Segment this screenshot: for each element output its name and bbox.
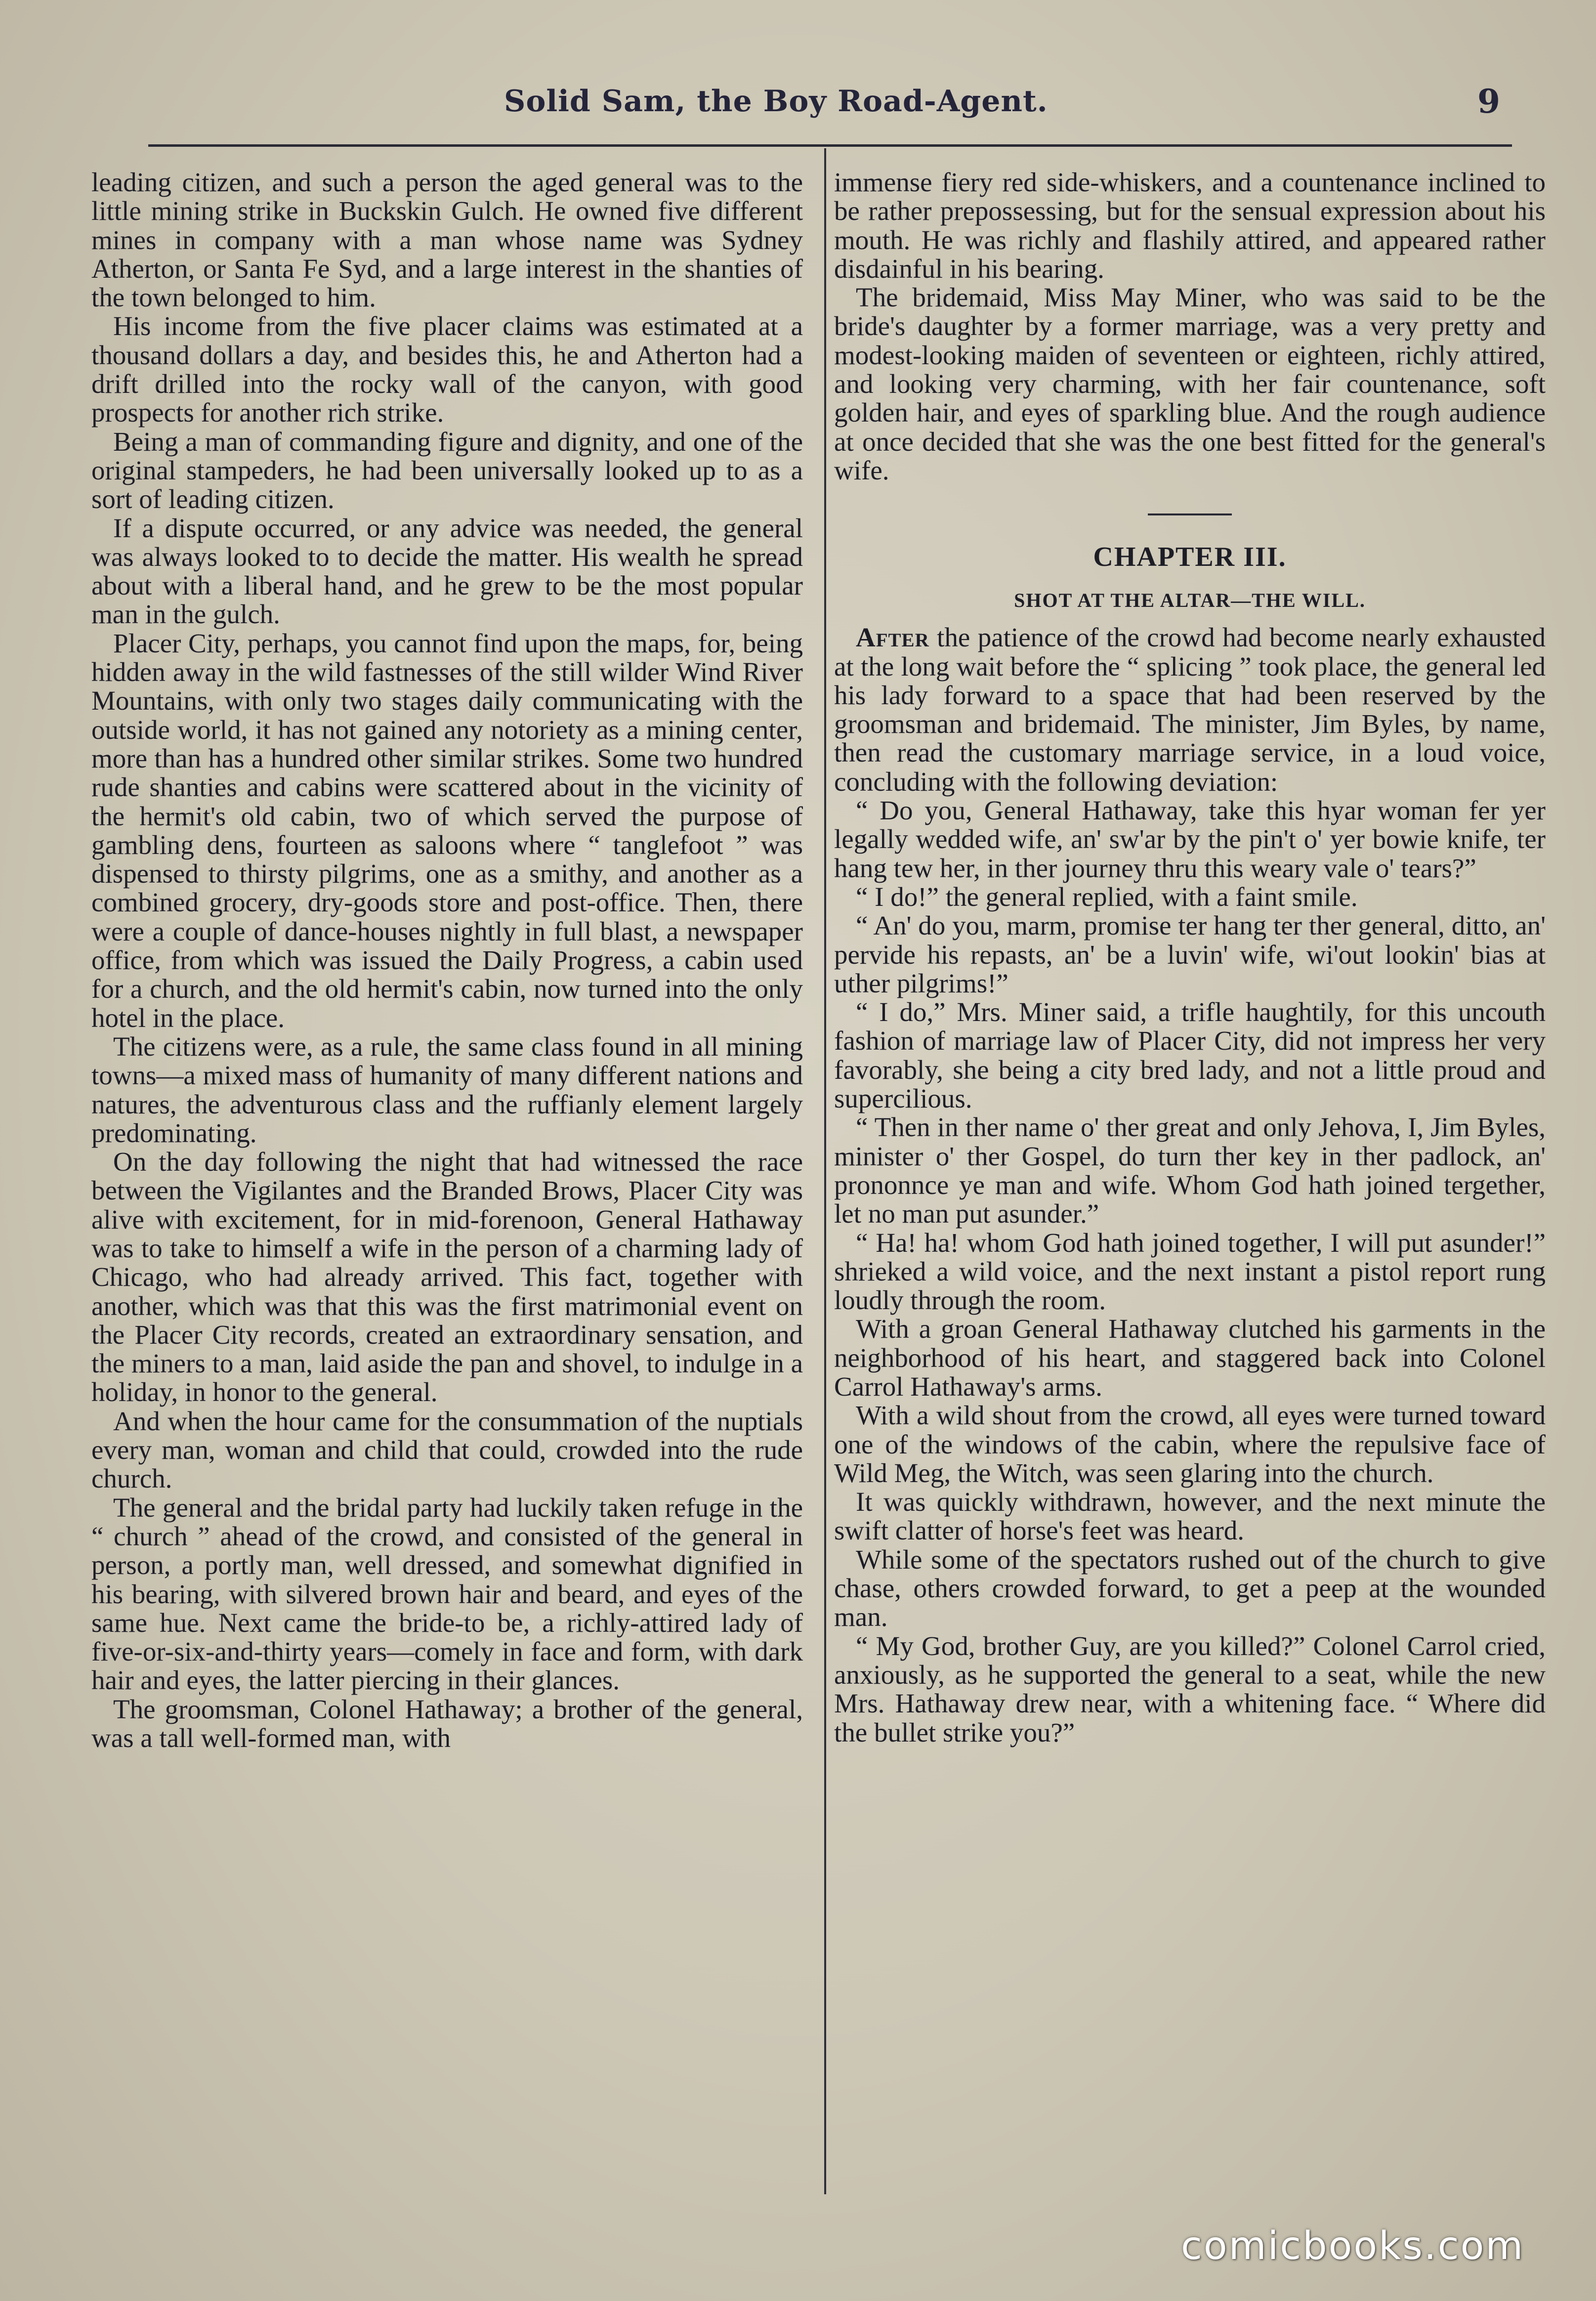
left-column (91, 168, 803, 1752)
lead-word: After (856, 622, 929, 653)
paragraph: If a dispute occurred, or any advice was needed, the general was always looked to to decide the matter. His wealth he spread about with a liberal hand, and he grew to be the most popular man in the gulch. (91, 512, 803, 630)
right-column (834, 168, 1546, 1747)
watermark: comicbooks.com (1181, 2224, 1525, 2268)
paragraph: “ An' do you, marm, promise ter hang ter ther general, ditto, an' pervide his repasts, an' be a luvin' wife, wi'out lookin' bias at uther pilgrims!” (834, 910, 1546, 998)
paragraph: The bridemaid, Miss May Miner, who was said to be the bride's daughter by a former marriage, was a very pretty and modest-looking maiden of seventeen or eighteen, richly attired, and looking very charming, with her fair countenance, soft golden hair, and eyes of sparkling blue. And the rough audience at once decided that she was the one best fitted for the general's wife. (834, 282, 1546, 485)
paragraph: Being a man of commanding figure and dignity, and one of the original stampeders, he had been universally looked up to as a sort of leading citizen. (91, 426, 803, 514)
page-number: 9 (1477, 82, 1500, 121)
paragraph: immense fiery red side-whiskers, and a countenance inclined to be rather prepossessing, but for the sensual expression about his mouth. He was richly and flashily attired, and appeared rather disdainful in his bearing. (834, 167, 1546, 284)
header-rule (148, 144, 1512, 147)
paragraph: On the day following the night that had witnessed the race between the Vigilantes and the Branded Brows, Placer City was alive with excitement, for in mid-forenoon, General Hathaway was to take to himself a wife in the person of a charming lady of Chicago, who had already arrived. This fact, together with another, which was that this was the first matrimonial event on the Placer City records, created an extraordinary sensation, and the miners to a man, laid aside the pan and shovel, to indulge in a holiday, in honor to the general. (91, 1147, 803, 1407)
paragraph: “ I do,” Mrs. Miner said, a trifle haughtily, for this uncouth fashion of marriage law of Placer City, did not impress her very favorably, she being a city bred lady, and not a little proud and supercilious. (834, 997, 1546, 1114)
paragraph: The groomsman, Colonel Hathaway; a brother of the general, was a tall well-formed man, with (91, 1694, 803, 1753)
paragraph: His income from the five placer claims was estimated at a thousand dollars a day, and besides this, he and Atherton had a drift drilled into the rocky wall of the canyon, with good prospects for another rich strike. (91, 311, 803, 428)
chapter-subtitle: SHOT AT THE ALTAR—THE WILL. (1014, 589, 1366, 612)
paragraph: “ Ha! ha! whom God hath joined together, I will put asunder!” shrieked a wild voice, and the next instant a pistol report rung loudly through the room. (834, 1227, 1546, 1316)
paragraph: The citizens were, as a rule, the same class found in all mining towns—a mixed mass of humanity of many different nations and natures, the adventurous class and the ruffianly element largely predominating. (91, 1031, 803, 1148)
paragraph: “ Do you, General Hathaway, take this hyar woman fer yer legally wedded wife, an' sw'ar by the pin't o' yer bowie knife, ter hang tew her, in ther journey thru this weary vale o' tears?” (834, 795, 1546, 883)
paragraph: It was quickly withdrawn, however, and the next minute the swift clatter of horse's feet was heard. (834, 1487, 1546, 1546)
paragraph: With a wild shout from the crowd, all eyes were turned toward one of the windows of the cabin, where the repulsive face of Wild Meg, the Witch, was seen glaring into the church. (834, 1400, 1546, 1488)
paragraph: While some of the spectators rushed out of the church to give chase, others crowded forward, to get a peep at the wounded man. (834, 1544, 1546, 1632)
paragraph: The general and the bridal party had luckily taken refuge in the “ church ” ahead of the crowd, and consisted of the general in person, a portly man, well dressed, and somewhat dignified in his bearing, with silvered brown hair and beard, and eyes of the same hue. Next came the bride-to be, a richly-attired lady of five-or-six-and-thirty years—comely in face and form, with dark hair and eyes, the latter piercing in their glances. (91, 1492, 803, 1696)
paragraph: “ Then in ther name o' ther great and only Jehova, I, Jim Byles, minister o' ther Gospel, do turn ther key in ther padlock, an' prononnce ye man and wife. Whom God hath joined tergether, let no man put asunder.” (834, 1112, 1546, 1229)
running-title: Solid Sam, the Boy Road-Agent. (504, 84, 1048, 119)
paragraph: leading citizen, and such a person the aged general was to the little mining strike in Buckskin Gulch. He owned five different mines in company with a man whose name was Sydney Atherton, or Santa Fe Syd, and a large interest in the shanties of the town belonged to him. (91, 167, 803, 313)
paragraph: And when the hour came for the consummation of the nuptials every man, woman and child that could, crowded into the rude church. (91, 1406, 803, 1494)
chapter-heading: CHAPTER III. (1093, 542, 1287, 573)
chapter-opening-paragraph (834, 623, 1546, 796)
paragraph: “ My God, brother Guy, are you killed?” Colonel Carrol cried, anxiously, as he supported the general to a seat, while the new Mrs. Hathaway drew near, with a whitening face. “ Where did the bullet strike you?” (834, 1630, 1546, 1747)
paragraph: “ I do!” the general replied, with a faint smile. (856, 881, 1358, 912)
paragraph-text: the patience of the crowd had become nearly exhausted at the long wait before the “ splicing ” took place, the general led his lady forward to a space that had been reserved by the groomsman and bridemaid. The minister, Jim Byles, by name, then read the customary marriage service, in a loud voice, concluding with the following deviation: (834, 622, 1546, 797)
running-head (0, 79, 1596, 133)
column-divider (824, 148, 826, 2194)
paragraph: Placer City, perhaps, you cannot find upon the maps, for, being hidden away in the wild fastnesses of the still wilder Wind River Mountains, with only two stages daily communicating with the outside world, it has not gained any notoriety as a mining center, more than has a hundred other similar strikes. Some two hundred rude shanties and cabins were scattered about in the vicinity of the hermit's old cabin, two of which served the purpose of gambling dens, fourteen as saloons where “ tanglefoot ” was dispensed to thirsty pilgrims, one as a smithy, and another as a combined grocery, dry-goods store and post-office. Then, there were a couple of dance-houses nightly in full blast, a newspaper office, from which was issued the Daily Progress, a cabin used for a church, and the old hermit's cabin, now turned into the only hotel in the place. (91, 628, 803, 1033)
paragraph: With a groan General Hathaway clutched his garments in the neighborhood of his heart, and staggered back into Colonel Carrol Hathaway's arms. (834, 1314, 1546, 1402)
section-divider (1148, 513, 1232, 515)
